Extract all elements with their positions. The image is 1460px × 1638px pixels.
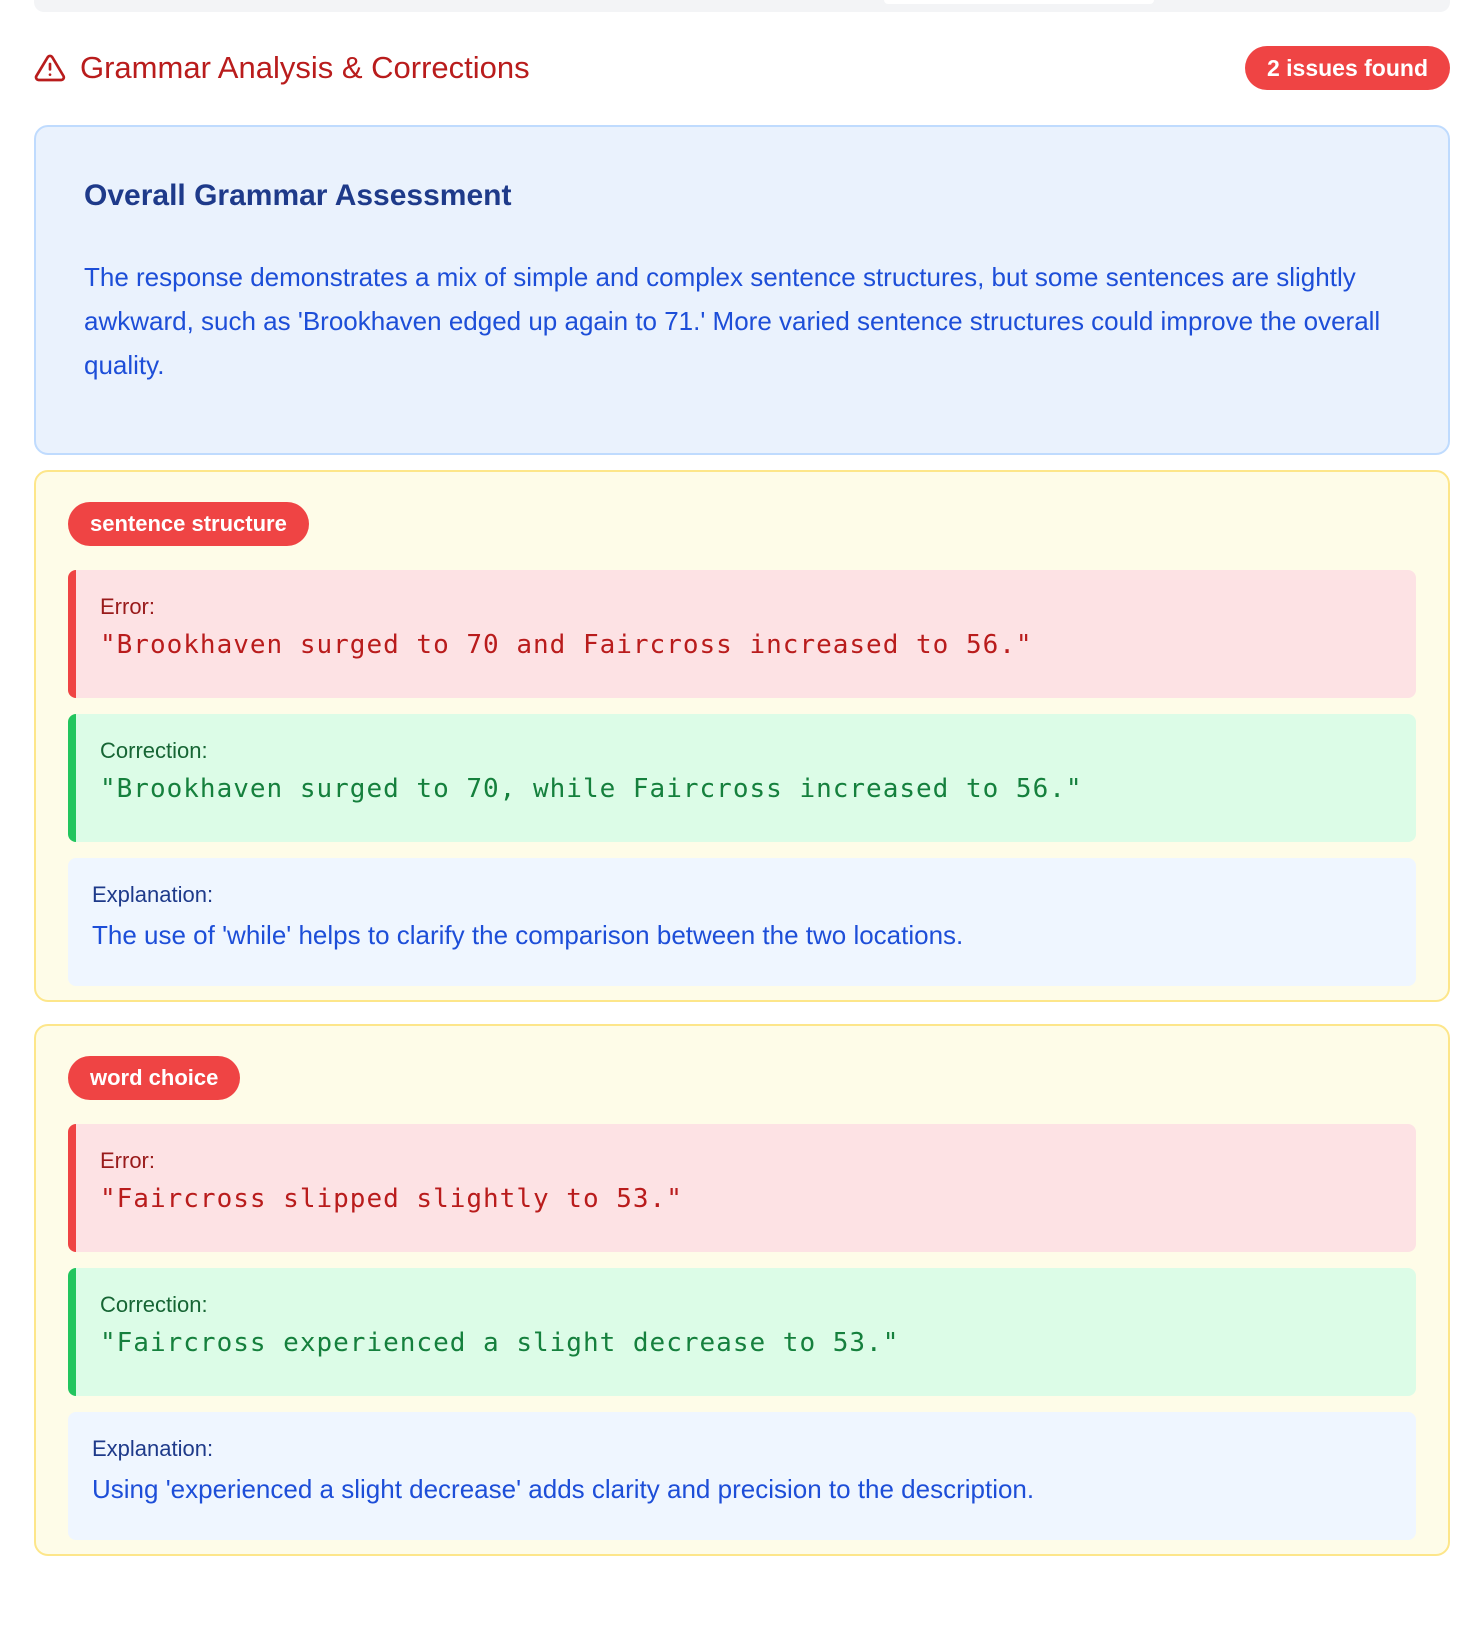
grammar-header: [34, 44, 1450, 92]
assessment-title: Overall Grammar Assessment: [84, 179, 512, 212]
header-title-group: [34, 50, 530, 86]
issue-category-tag: sentence structure: [68, 502, 309, 546]
issue-card: [34, 470, 1450, 1002]
correction-label: Correction:: [100, 738, 208, 763]
previous-section-tab: [884, 0, 1154, 4]
page-title: Grammar Analysis & Corrections: [80, 50, 530, 85]
correction-block: [68, 1268, 1416, 1396]
error-text: "Brookhaven surged to 70 and Faircross increased to 56.": [100, 630, 1033, 660]
explanation-block: [68, 1412, 1416, 1540]
error-label: Error:: [100, 1148, 155, 1173]
issue-category-tag: word choice: [68, 1056, 240, 1100]
error-block: [68, 1124, 1416, 1252]
error-label: Error:: [100, 594, 155, 619]
correction-block: [68, 714, 1416, 842]
explanation-text: The use of 'while' helps to clarify the comparison between the two locations.: [92, 920, 964, 950]
error-text: "Faircross slipped slightly to 53.": [100, 1184, 683, 1214]
previous-section-edge: [34, 0, 1450, 12]
correction-text: "Brookhaven surged to 70, while Faircross increased to 56.": [100, 774, 1083, 804]
correction-label: Correction:: [100, 1292, 208, 1317]
explanation-block: [68, 858, 1416, 986]
explanation-text: Using 'experienced a slight decrease' adds clarity and precision to the description.: [92, 1474, 1035, 1504]
explanation-label: Explanation:: [92, 1436, 214, 1461]
issue-card: [34, 1024, 1450, 1556]
explanation-label: Explanation:: [92, 882, 214, 907]
correction-text: "Faircross experienced a slight decrease to 53.": [100, 1328, 900, 1358]
assessment-text: The response demonstrates a mix of simple and complex sentence structures, but some sentences are slightly awkward, such as 'Brookhaven edged up again to 71.' More varied sentence structures could improve the overall quality.: [84, 262, 1381, 380]
error-block: [68, 570, 1416, 698]
warning-triangle-icon: [34, 52, 66, 84]
issues-count-badge: 2 issues found: [1245, 46, 1450, 90]
overall-assessment-panel: [34, 125, 1450, 455]
